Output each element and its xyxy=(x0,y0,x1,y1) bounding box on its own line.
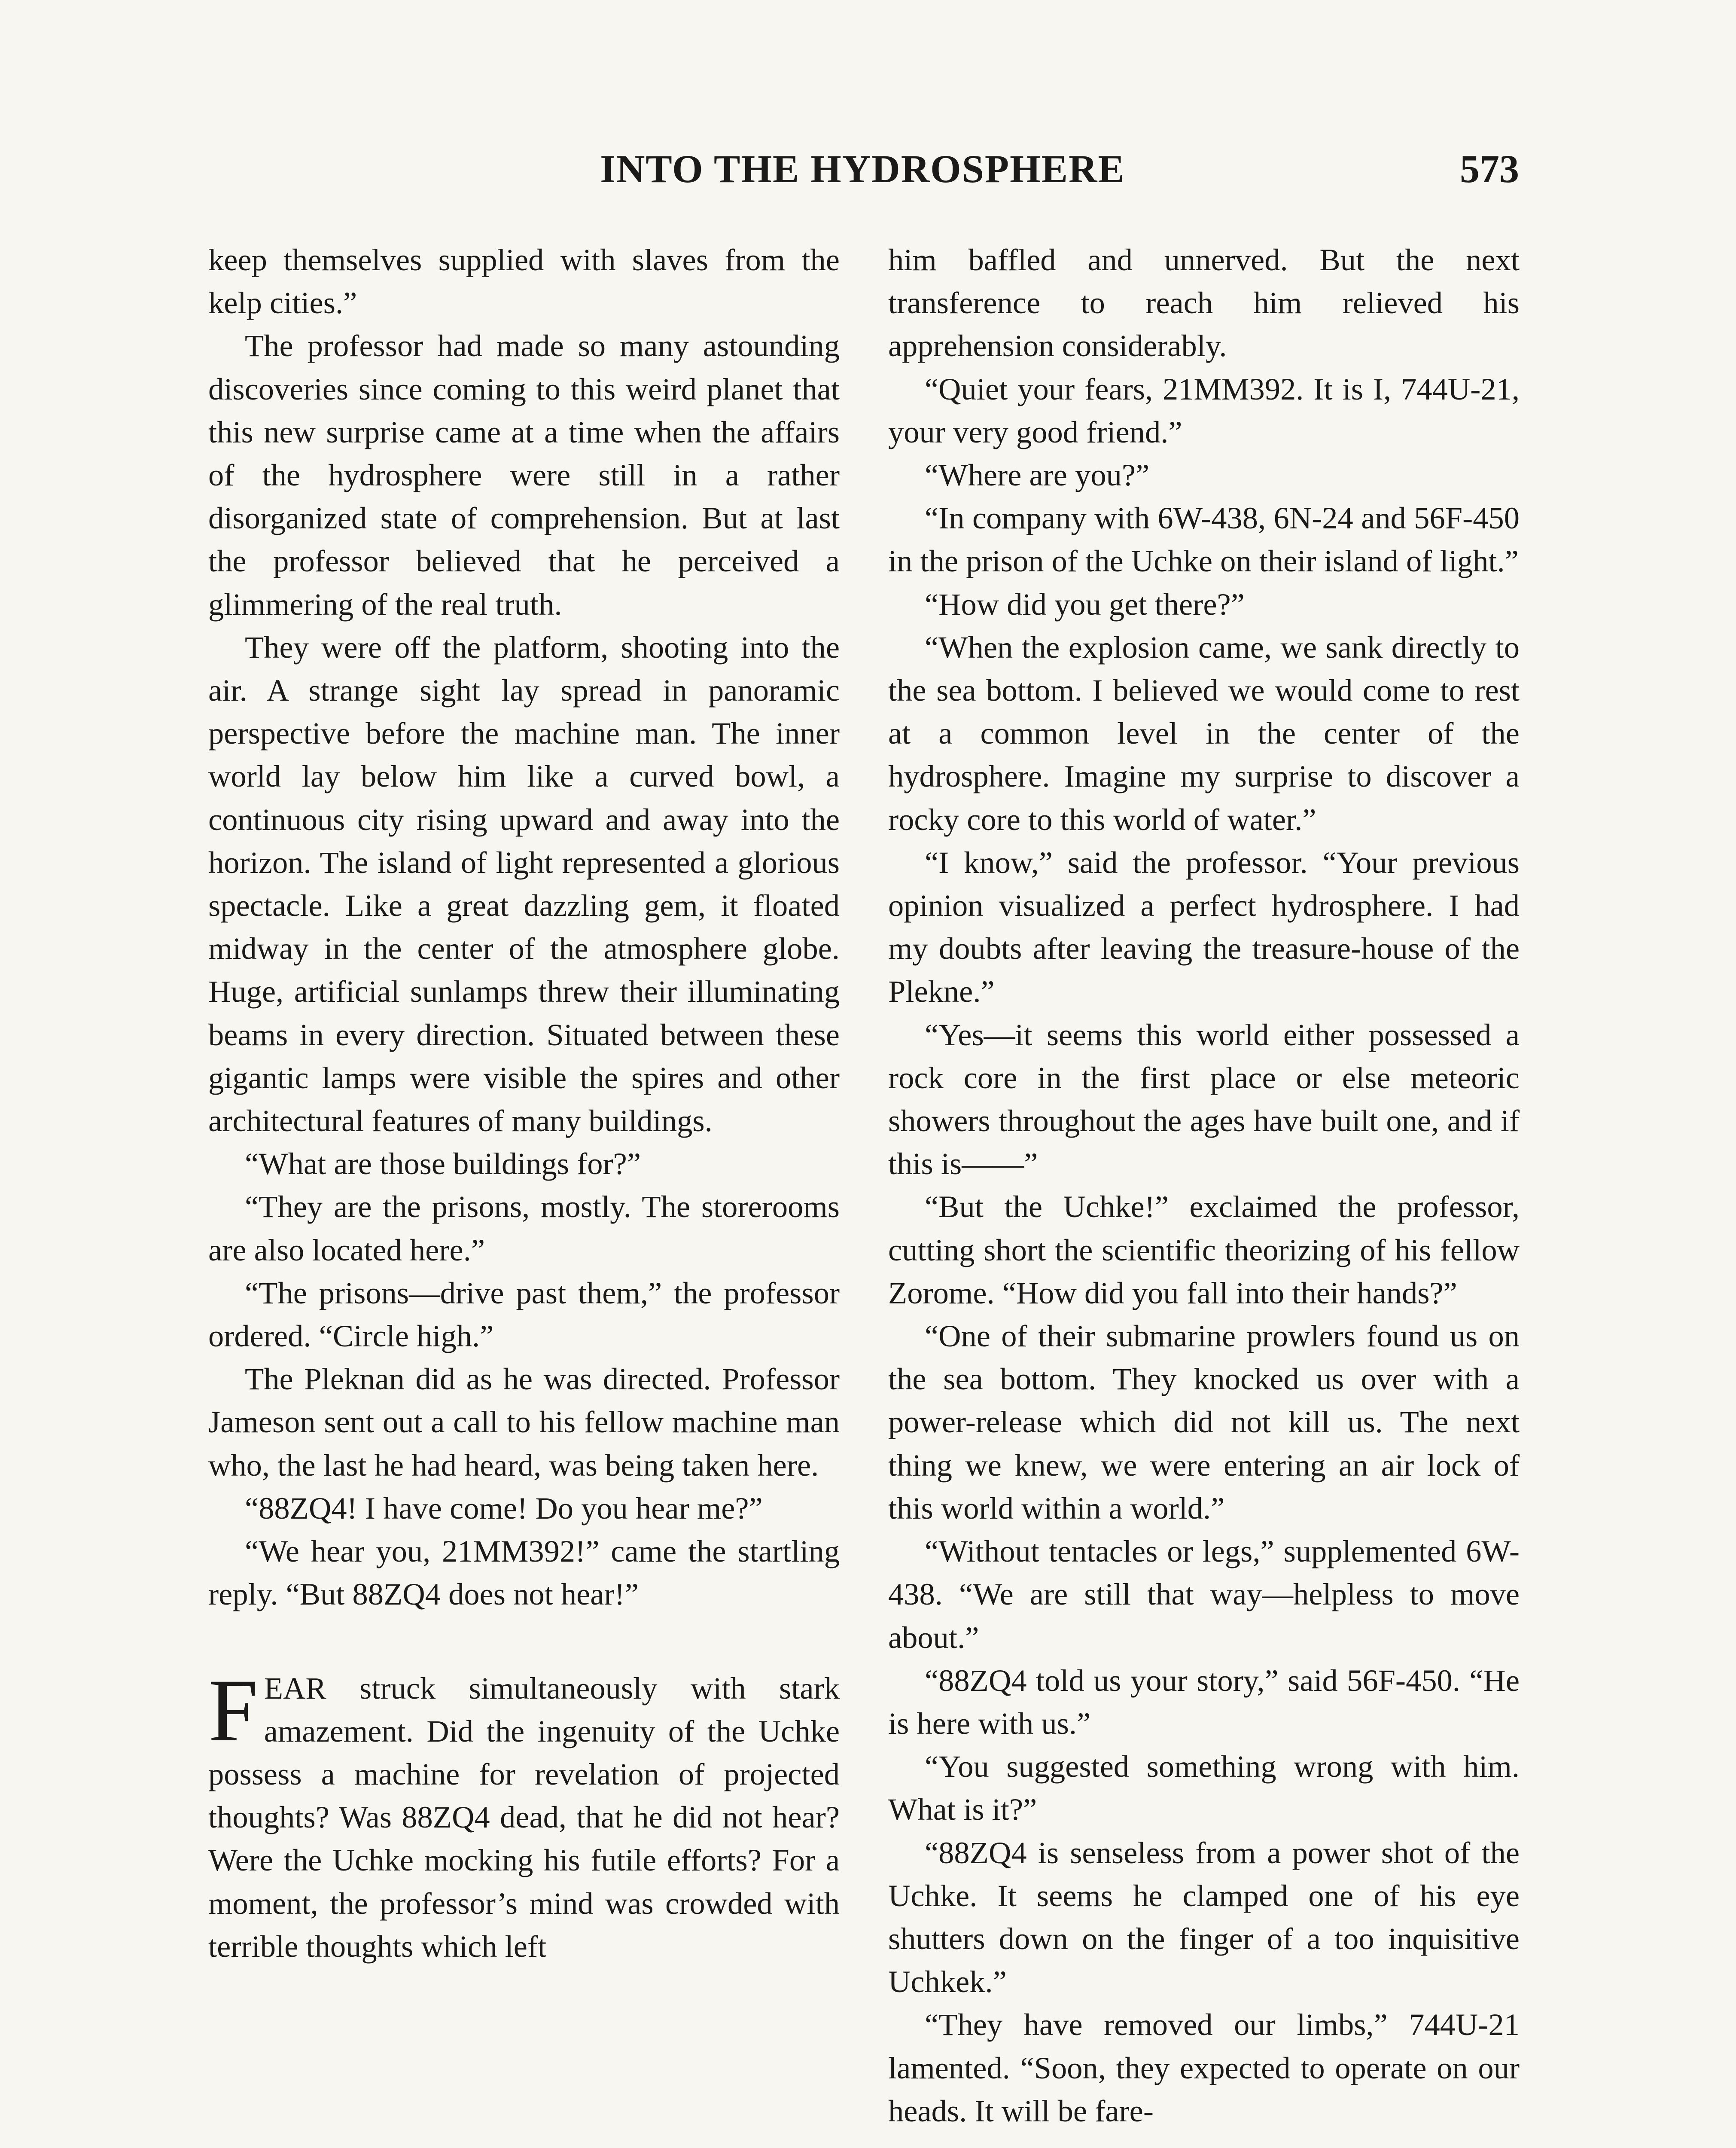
running-title: INTO THE HYDROSPHERE xyxy=(600,147,1125,191)
paragraph: “Where are you?” xyxy=(925,458,1150,493)
paragraph: “We hear you, 21MM392!” came the startling reply. “But 88ZQ4 does not hear!” xyxy=(208,1534,840,1612)
paragraph: “They are the prisons, mostly. The storerooms are also located here.” xyxy=(208,1189,840,1267)
paragraph: “The prisons—drive past them,” the professor ordered. “Circle high.” xyxy=(208,1275,840,1354)
left-column xyxy=(208,238,840,1968)
paragraph: him baffled and unnerved. But the next transference to reach him relieved his apprehension considerably. xyxy=(888,242,1520,363)
section-text: EAR struck simultaneously with stark amazement. Did the ingenuity of the Uchke possess a machine for revelation of projected thoughts? Was 88ZQ4 dead, that he did not hear? Were the Uchke mocking his futile efforts? For a moment, the professor’s mind was crowded with terrible thoughts which left xyxy=(208,1670,840,1964)
paragraph: “How did you get there?” xyxy=(925,586,1245,622)
right-column xyxy=(888,238,1520,2133)
paragraph: “Yes—it seems this world either possessed a rock core in the first place or else meteoric showers throughout the ages have built one, and if this is——” xyxy=(888,1017,1520,1181)
page-number: 573 xyxy=(1460,147,1519,191)
paragraph: “What are those buildings for?” xyxy=(245,1146,641,1181)
paragraph: “88ZQ4 is senseless from a power shot of the Uchke. It seems he clamped one of his eye shutters down on the finger of a too inquisitive Uchkek.” xyxy=(888,1835,1520,1999)
paragraph: “Quiet your fears, 21MM392. It is I, 744U-21, your very good friend.” xyxy=(888,371,1520,449)
paragraph: The Pleknan did as he was directed. Professor Jameson sent out a call to his fellow machine man who, the last he had heard, was being taken here. xyxy=(208,1361,840,1483)
paragraph: They were off the platform, shooting into the air. A strange sight lay spread in panoramic perspective before the machine man. The inner world lay below him like a curved bowl, a continuous city rising upward and away into the horizon. The island of light represented a glorious spectacle. Like a great dazzling gem, it floated midway in the center of the atmosphere globe. Huge, artificial sunlamps threw their illuminating beams in every direction. Situated between these gigantic lamps were visible the spires and other architectural features of many buildings. xyxy=(208,629,840,1138)
paragraph: “They have removed our limbs,” 744U-21 lamented. “Soon, they expected to operate on our heads. It will be fare- xyxy=(888,2007,1520,2128)
section-opening-paragraph xyxy=(208,1660,840,1968)
paragraph: “Without tentacles or legs,” supplemented 6W-438. “We are still that way—helpless to move about.” xyxy=(888,1534,1520,1655)
paragraph: “But the Uchke!” exclaimed the professor, cutting short the scientific theorizing of his fellow Zorome. “How did you fall into their hands?” xyxy=(888,1189,1520,1310)
paragraph: “When the explosion came, we sank directly to the sea bottom. I believed we would come to rest at a common level in the center of the hydrosphere. Imagine my surprise to discover a rocky core to this world of water.” xyxy=(888,629,1520,837)
paragraph: The professor had made so many astounding discoveries since coming to this weird planet that this new surprise came at a time when the affairs of the hydrosphere were still in a rather disorganized state of comprehension. But at last the professor believed that he perceived a glimmering of the real truth. xyxy=(208,328,840,622)
paragraph: “In company with 6W-438, 6N-24 and 56F-450 in the prison of the Uchke on their island of light.” xyxy=(888,500,1520,579)
page-header xyxy=(206,146,1519,193)
paragraph: “One of their submarine prowlers found us on the sea bottom. They knocked us over with a power-release which did not kill us. The next thing we knew, we were entering an air lock of this world within a world.” xyxy=(888,1318,1520,1526)
paragraph: keep themselves supplied with slaves from the kelp cities.” xyxy=(208,242,840,320)
paragraph: “I know,” said the professor. “Your previous opinion visualized a perfect hydrosphere. I had my doubts after leaving the treasure-house of the Plekne.” xyxy=(888,845,1520,1009)
paragraph: “88ZQ4 told us your story,” said 56F-450. “He is here with us.” xyxy=(888,1663,1520,1741)
paragraph: “88ZQ4! I have come! Do you hear me?” xyxy=(245,1490,763,1526)
drop-cap: F xyxy=(208,1660,258,1760)
paragraph: “You suggested something wrong with him. What is it?” xyxy=(888,1749,1520,1827)
